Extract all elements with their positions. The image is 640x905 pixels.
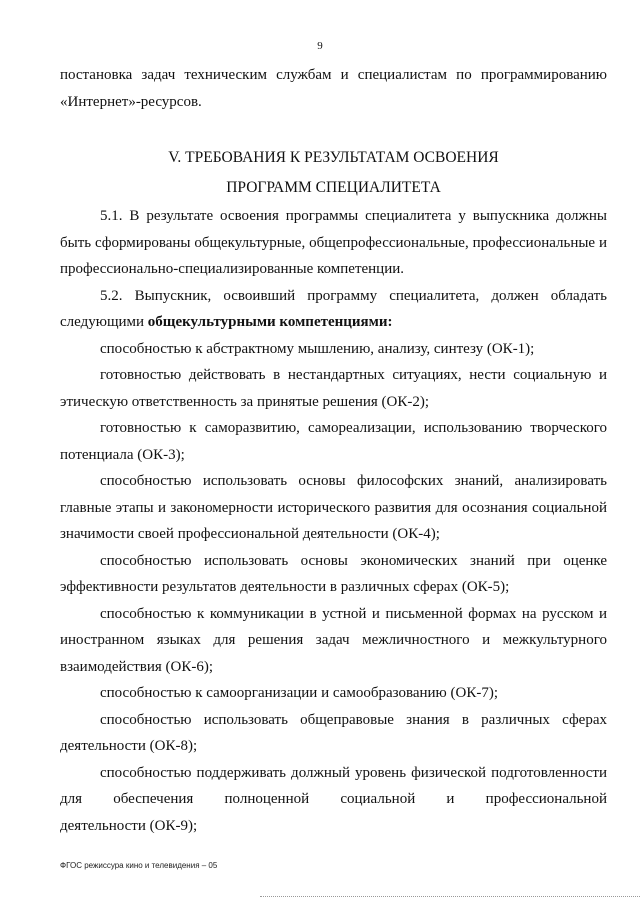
competency-ok-9-line-2: для обеспечения полноценной социальной и профессиональной bbox=[60, 791, 607, 807]
section-title bbox=[60, 143, 607, 203]
competency-ok-9-line-1: способностью поддерживать должный уровень физической подготовленности bbox=[100, 764, 607, 781]
competency-ok-3: готовностью к саморазвитию, самореализации, использованию творческого потенциала (ОК-3); bbox=[60, 420, 607, 463]
competency-ok-7: способностью к самоорганизации и самообразованию (ОК-7); bbox=[100, 685, 499, 701]
scan-edge-line bbox=[260, 896, 640, 900]
competency-ok-9-line-3: деятельности (ОК-9); bbox=[60, 817, 198, 834]
section-title-line-2: ПРОГРАММ СПЕЦИАЛИТЕТА bbox=[226, 179, 441, 196]
intro-paragraph: постановка задач техническим службам и специалистам по программированию «Интернет»-ресурсов. bbox=[60, 67, 607, 110]
competency-ok-1: способностью к абстрактному мышлению, анализу, синтезу (ОК-1); bbox=[100, 340, 535, 357]
document-body bbox=[60, 62, 607, 839]
paragraph-5-2-text: 5.2. Выпускник, освоивший программу специалитета, должен обладать следующими bbox=[60, 287, 607, 330]
competency-ok-6: способностью к коммуникации в устной и письменной формах на русском и иностранном языках для решения задач межличностного и межкультурного взаимодействия (ОК-6); bbox=[60, 605, 607, 675]
competency-ok-2: готовностью действовать в нестандартных ситуациях, нести социальную и этическую ответственность за принятые решения (ОК-2); bbox=[60, 367, 607, 410]
page-number: 9 bbox=[317, 40, 323, 52]
paragraph-5-2-bold: общекультурными компетенциями: bbox=[147, 314, 393, 330]
footer-text: ФГОС режиссура кино и телевидения – 05 bbox=[60, 861, 218, 870]
competency-ok-5: способностью использовать основы экономических знаний при оценке эффективности результатов деятельности в различных сферах (ОК-5); bbox=[60, 552, 607, 595]
section-title-line-1: V. ТРЕБОВАНИЯ К РЕЗУЛЬТАТАМ ОСВОЕНИЯ bbox=[168, 149, 499, 166]
competency-ok-4: способностью использовать основы философских знаний, анализировать главные этапы и закономерности исторического развития для осознания социальной значимости своей профессиональной деятельности (ОК-4); bbox=[60, 473, 607, 542]
competency-ok-8: способностью использовать общеправовые знания в различных сферах деятельности (ОК-8); bbox=[60, 711, 607, 754]
paragraph-5-2 bbox=[60, 283, 607, 336]
paragraph-5-1: 5.1. В результате освоения программы специалитета у выпускника должны быть сформированы общекультурные, общепрофессиональные, профессиональные и профессионально-специализированные компетенции. bbox=[60, 208, 607, 277]
